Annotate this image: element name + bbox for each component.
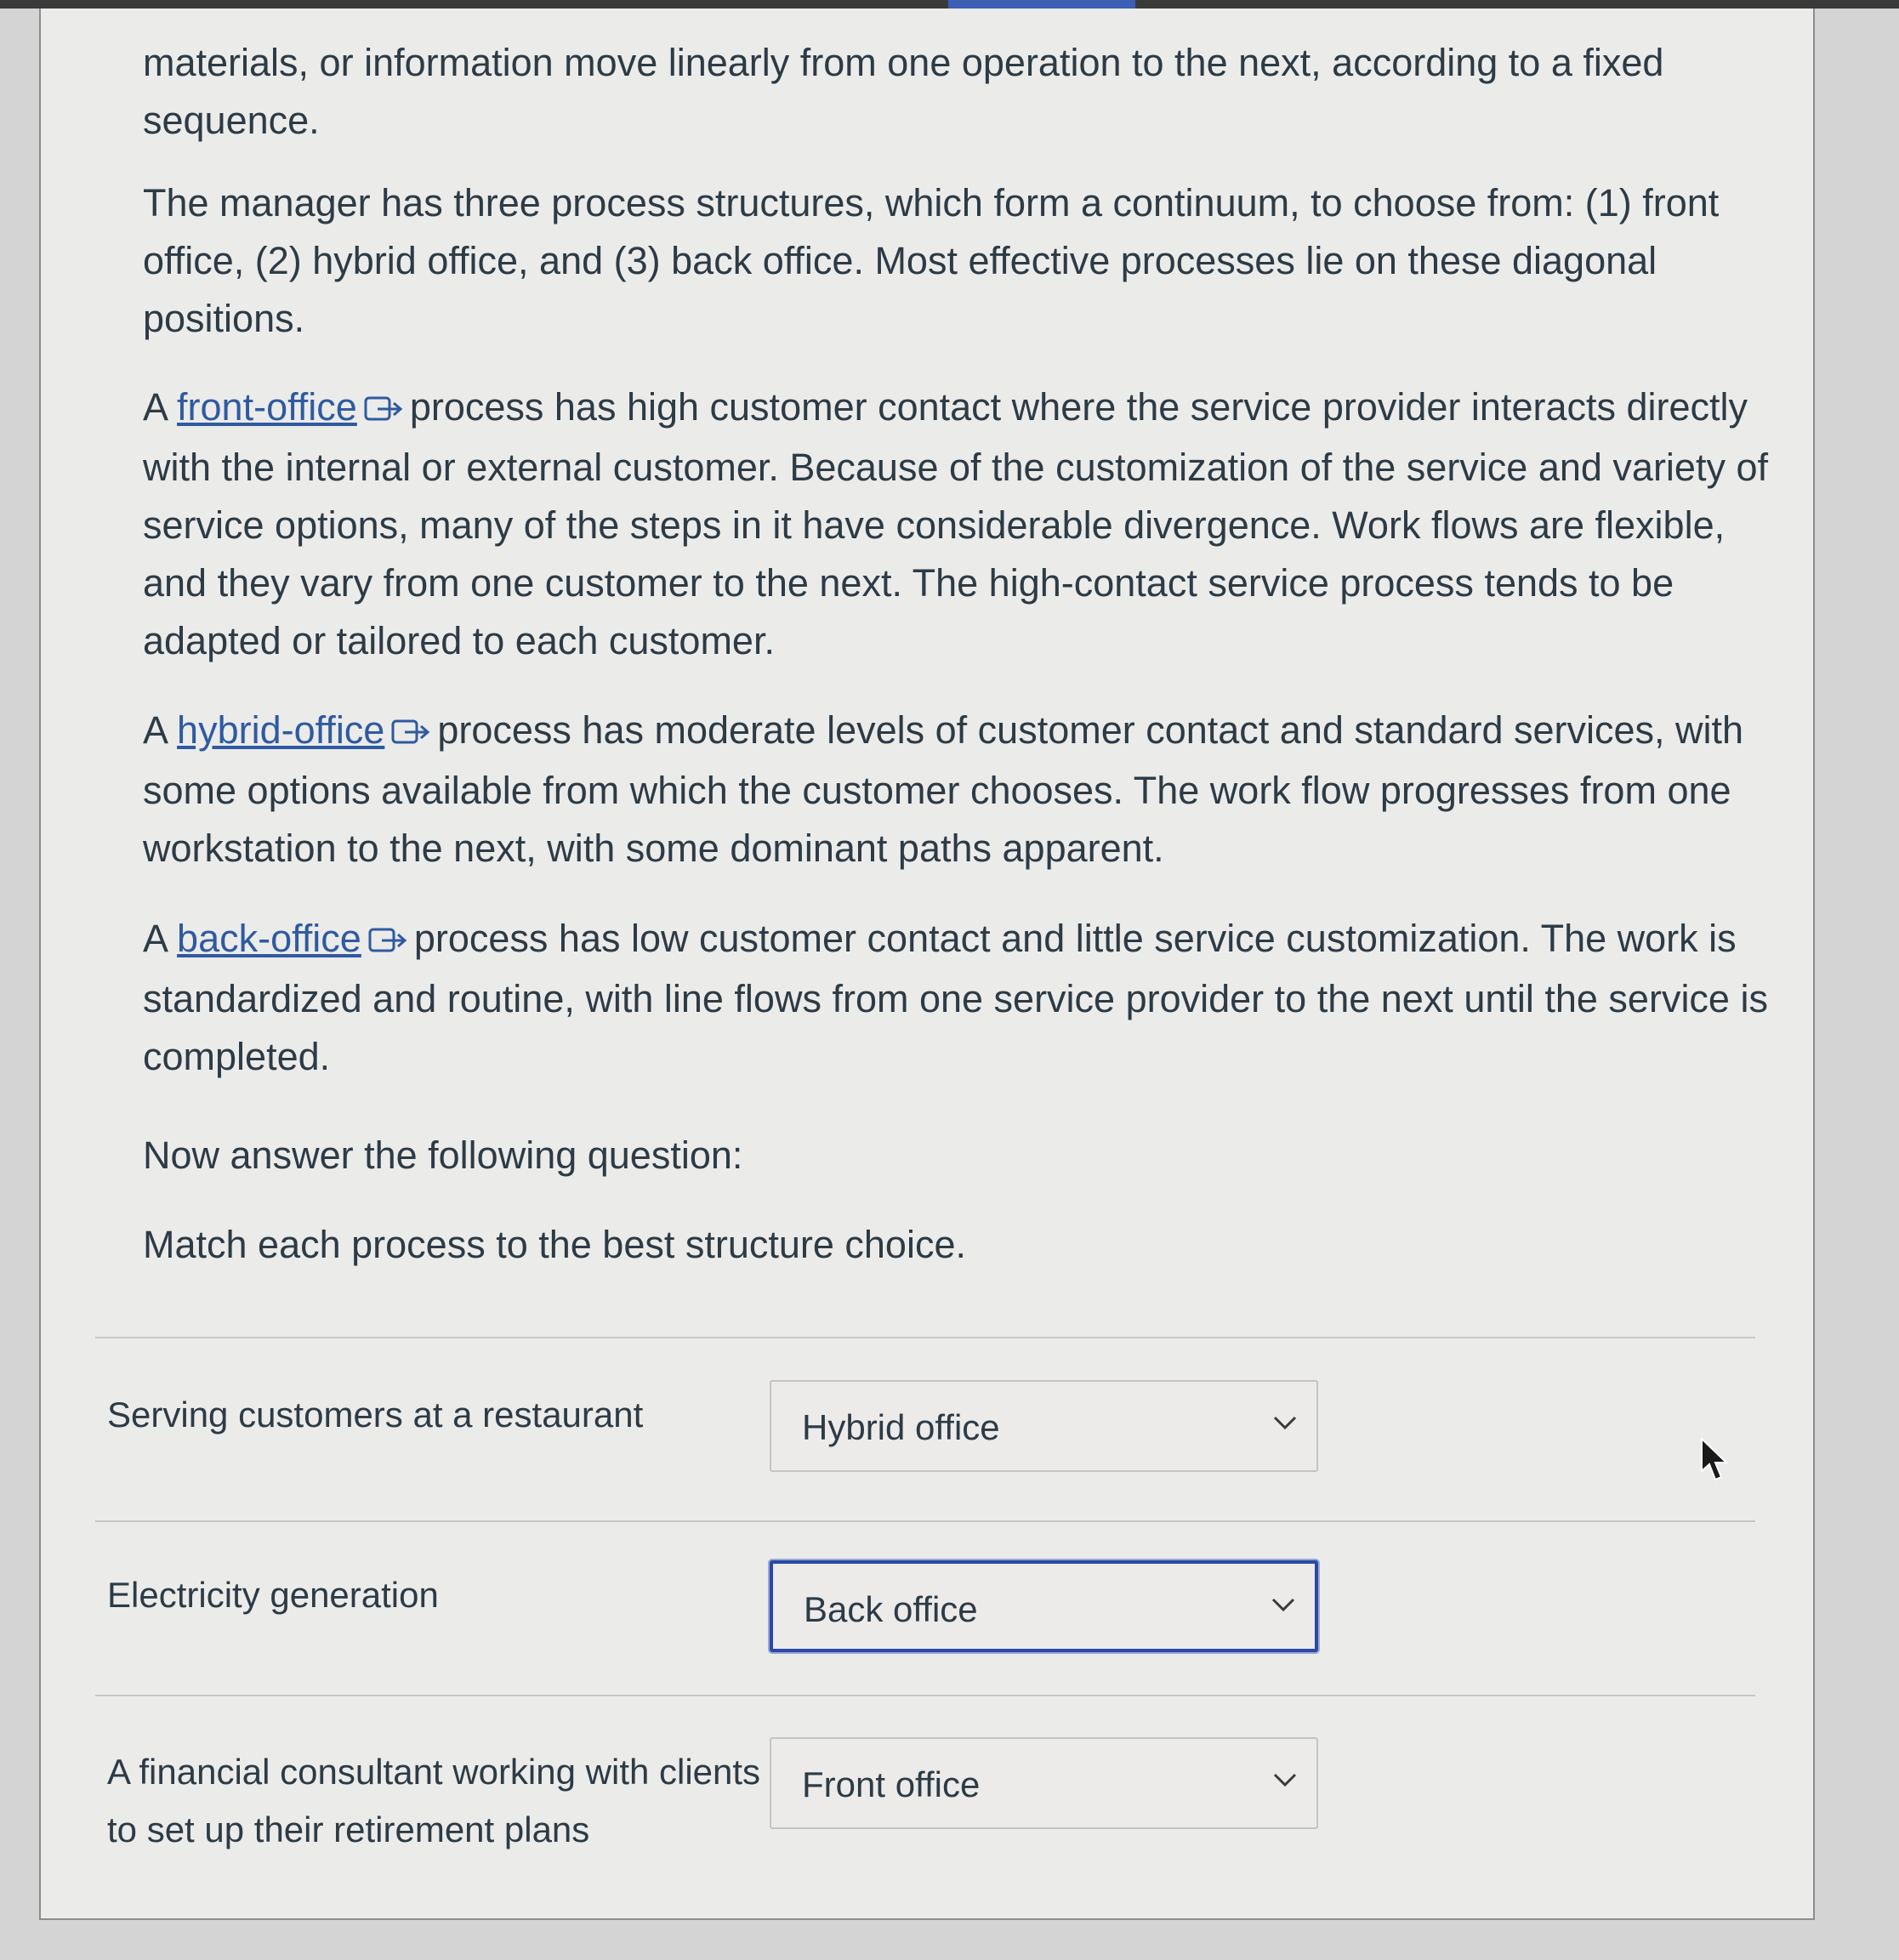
- front-office-link[interactable]: front-office: [177, 385, 357, 429]
- external-link-icon[interactable]: [364, 381, 405, 439]
- question-prompt: Match each process to the best structure choice.: [143, 1223, 966, 1266]
- select-value: Back office: [804, 1589, 978, 1629]
- structure-select-financial-consultant[interactable]: [770, 1737, 1318, 1829]
- hybrid-office-link[interactable]: hybrid-office: [177, 708, 385, 752]
- chevron-down-icon: [1272, 1414, 1298, 1435]
- match-row-label: Electricity generation: [107, 1575, 439, 1615]
- top-bar-accent: [948, 0, 1135, 9]
- mouse-cursor-icon: [1699, 1437, 1730, 1487]
- divider: [95, 1520, 1755, 1522]
- select-value: Hybrid office: [802, 1407, 1000, 1447]
- paragraph-hybrid-office: A hybrid-office process has moderate levels of customer contact and standard services, with some options available from which the customer chooses. The work flow progresses from one workstation to the next, with some dominant paths apparent.: [143, 702, 1776, 878]
- select-value: Front office: [802, 1764, 981, 1804]
- back-office-link[interactable]: back-office: [177, 917, 361, 960]
- external-link-icon[interactable]: [368, 912, 409, 970]
- chevron-down-icon: [1271, 1596, 1296, 1617]
- match-row-label: A financial consultant working with clients to set up their retirement plans: [107, 1752, 761, 1849]
- structure-select-restaurant[interactable]: [770, 1380, 1318, 1472]
- divider: [95, 1337, 1755, 1338]
- paragraph-structures: The manager has three process structures, which form a continuum, to choose from: (1) front office, (2) hybrid office, and (3) back office. Most effective processes lie on these diagonal positions.: [143, 181, 1720, 340]
- instruction-heading: Now answer the following question:: [143, 1133, 743, 1177]
- structure-select-electricity[interactable]: [770, 1560, 1318, 1652]
- external-link-icon[interactable]: [391, 704, 432, 762]
- divider: [95, 1695, 1755, 1696]
- paragraph-front-office: A front-office process has high customer contact where the service provider interacts directly with the internal or external customer. Because of the customization of the service and variety of service options, many of the steps in it have considerable divergence. Work flows are flexible, and they vary from one customer to the next. The high-contact service process tends to be adapted or tailored to each customer.: [143, 378, 1776, 670]
- chevron-down-icon: [1272, 1771, 1298, 1792]
- paragraph-back-office: A back-office process has low customer contact and little service customization. The work is standardized and routine, with line flows from one service provider to the next until the service is completed.: [143, 910, 1776, 1086]
- match-row-label: Serving customers at a restaurant: [107, 1395, 644, 1434]
- paragraph-intro: materials, or information move linearly from one operation to the next, according to a fixed sequence.: [143, 41, 1664, 142]
